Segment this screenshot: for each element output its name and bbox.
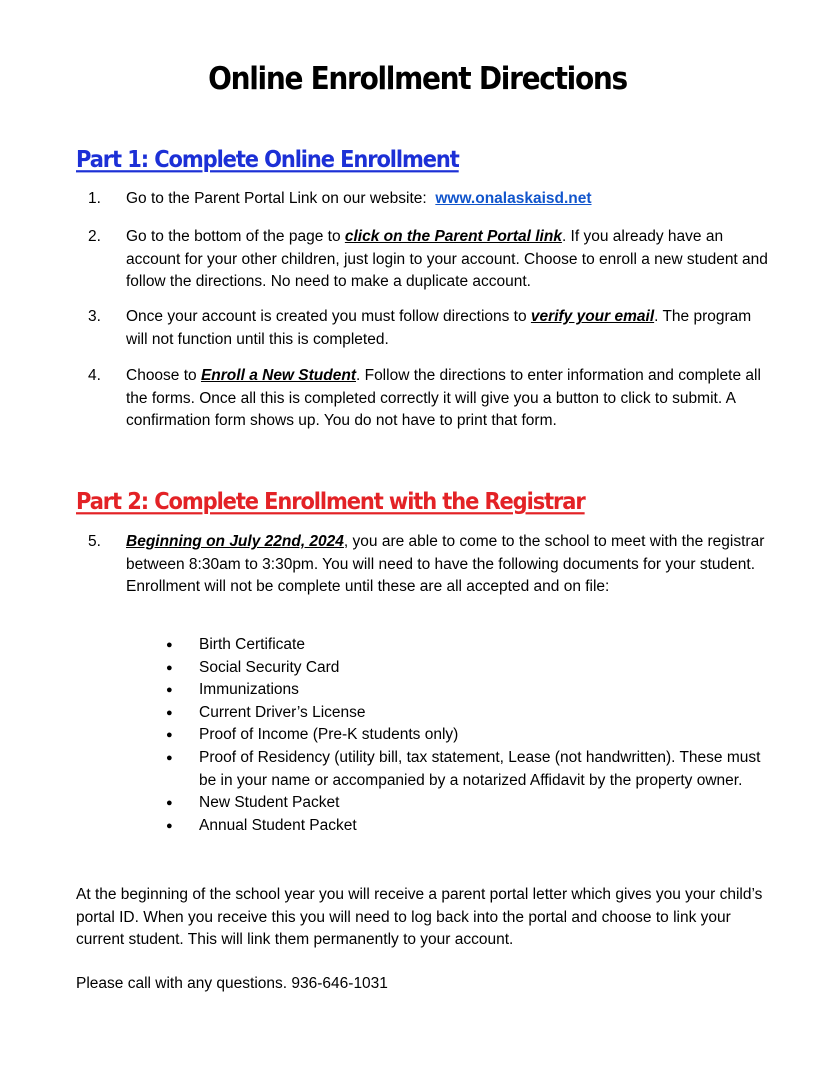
emphasized-text: verify your email bbox=[530, 308, 655, 325]
step-list bbox=[0, 306, 835, 351]
step-number: 1. bbox=[88, 190, 101, 207]
bullet-icon: ● bbox=[166, 639, 173, 651]
step-text: , you are able to come to the school to meet with the registrar between 8:30am to 3:30pm. You will need to have the following documents for your student. Enrollment will not be complete until these are all accepted and on file: bbox=[126, 533, 765, 595]
bullet-icon: ● bbox=[166, 684, 173, 697]
list-item: ● Social Security Card bbox=[0, 657, 835, 680]
step-list bbox=[0, 531, 835, 599]
bullet-icon: ● bbox=[166, 661, 173, 674]
page-title: Online Enrollment Directions bbox=[208, 60, 627, 97]
step-number: 4. bbox=[88, 367, 101, 384]
step-text: Go to the bottom of the page to bbox=[126, 228, 345, 245]
part2-heading: Part 2: Complete Enrollment with the Registrar bbox=[76, 488, 585, 515]
list-item: ● New Student Packet bbox=[0, 792, 835, 815]
step-text: Once your account is created you must follow directions to bbox=[126, 308, 531, 325]
closing-paragraph: At the beginning of the school year you will receive a parent portal letter which gives you your child’s portal ID. When you receive this you will need to log back into the portal and choose to link your current student. This will link them permanently to your account. bbox=[76, 886, 763, 948]
step-text: . Follow the directions to enter information and complete all the forms. Once all this is completed correctly it will give you a button to click to submit. A confirmation form shows up. You do not have to print that form. bbox=[126, 367, 761, 429]
list-item: ● Immunizations bbox=[0, 679, 835, 702]
required-documents-list bbox=[0, 634, 835, 837]
contact-line: Please call with any questions. 936-646-1031 bbox=[76, 975, 388, 992]
list-item: ● Proof of Residency (utility bill, tax statement, Lease (not handwritten). These must be in your name or accompanied by a notarized Affidavit by the property owner. bbox=[166, 748, 761, 789]
bullet-icon: ● bbox=[166, 819, 173, 832]
step-number: 5. bbox=[88, 533, 101, 550]
step-list bbox=[0, 365, 835, 433]
step-item-5 bbox=[0, 531, 835, 599]
list-item: ● Annual Student Packet bbox=[0, 815, 835, 838]
step-text: Choose to bbox=[126, 367, 201, 384]
step-item-3 bbox=[0, 306, 835, 351]
bullet-icon: ● bbox=[166, 751, 173, 764]
step-list bbox=[0, 188, 835, 211]
step-text: . If you already have an account for your other children, just login to your account. Choose to enroll a new student and follow the directions. No need to make a duplicate account. bbox=[126, 228, 768, 290]
step-item-4 bbox=[0, 365, 835, 433]
list-item: ● Proof of Income (Pre-K students only) bbox=[0, 724, 835, 747]
step-list bbox=[0, 226, 835, 294]
step-item-2 bbox=[0, 226, 835, 294]
step-number: 2. bbox=[88, 228, 101, 245]
part1-heading: Part 1: Complete Online Enrollment bbox=[76, 146, 459, 173]
emphasized-text: Beginning on July 22nd, 2024 bbox=[126, 533, 344, 550]
bullet-icon: ● bbox=[166, 729, 173, 742]
emphasized-text: Enroll a New Student bbox=[200, 367, 356, 384]
step-number: 3. bbox=[88, 308, 101, 325]
list-item: ● Birth Certificate bbox=[0, 634, 835, 657]
step-text: Go to the Parent Portal Link on our website: bbox=[126, 190, 427, 207]
list-item: ● Current Driver’s License bbox=[0, 702, 835, 725]
bullet-icon: ● bbox=[166, 706, 173, 719]
emphasized-text: click on the Parent Portal link bbox=[344, 228, 562, 245]
website-link[interactable]: www.onalaskaisd.net bbox=[435, 190, 592, 207]
step-text: . The program will not function until this is completed. bbox=[126, 308, 752, 348]
step-item-1 bbox=[0, 188, 835, 211]
bullet-icon: ● bbox=[166, 797, 173, 810]
